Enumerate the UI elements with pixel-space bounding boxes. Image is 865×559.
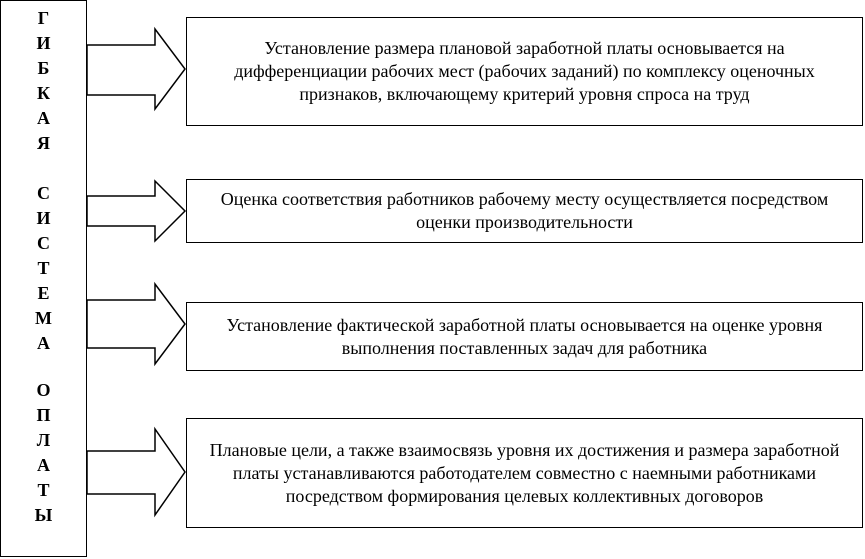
box-planned-salary (186, 17, 863, 126)
title-letter: А (37, 108, 50, 128)
title-letter: Е (37, 283, 50, 303)
title-letter: Т (37, 258, 50, 278)
title-letter: О (36, 380, 51, 400)
arrow-2 (87, 181, 185, 241)
title-letter: Г (37, 8, 50, 28)
arrow-4 (87, 429, 185, 515)
title-letter: А (37, 455, 50, 475)
title-letter: Т (37, 480, 50, 500)
box-target-goals-text: Плановые цели, а также взаимосвязь уровня их достижения и размера заработной платы устанавливаются работодателем совместно с наемными работниками посредством формирования целевых коллективных договоров (209, 439, 840, 506)
title-letter: П (36, 405, 51, 425)
title-letter: С (37, 233, 50, 253)
box-planned-salary-text: Установление размера плановой заработной платы основывается на дифференциации рабочих мест (рабочих заданий) по комплексу оценочных признаков, включающему критерий уровня спроса на труд (234, 38, 815, 104)
box-worker-assessment (186, 179, 863, 243)
title-letter: Б (37, 58, 50, 78)
arrow-3 (87, 284, 185, 364)
title-letter: С (37, 183, 50, 203)
box-target-goals (186, 418, 863, 528)
arrow-1 (87, 29, 185, 109)
title-letter: Я (37, 133, 50, 153)
box-actual-salary (186, 302, 863, 371)
title-letter: Ы (34, 505, 53, 525)
title-letter: Л (36, 430, 51, 450)
title-letter: К (36, 83, 51, 103)
title-letter: М (35, 308, 52, 328)
box-actual-salary-text: Установление фактической заработной платы основывается на оценке уровня выполнения поставленных задач для работника (226, 314, 823, 358)
title-letter: А (37, 333, 50, 353)
title-letter: И (36, 33, 51, 53)
box-worker-assessment-text: Оценка соответствия работников рабочему месту осуществляется посредством оценки производительности (220, 189, 829, 232)
title-letter: И (36, 208, 51, 228)
